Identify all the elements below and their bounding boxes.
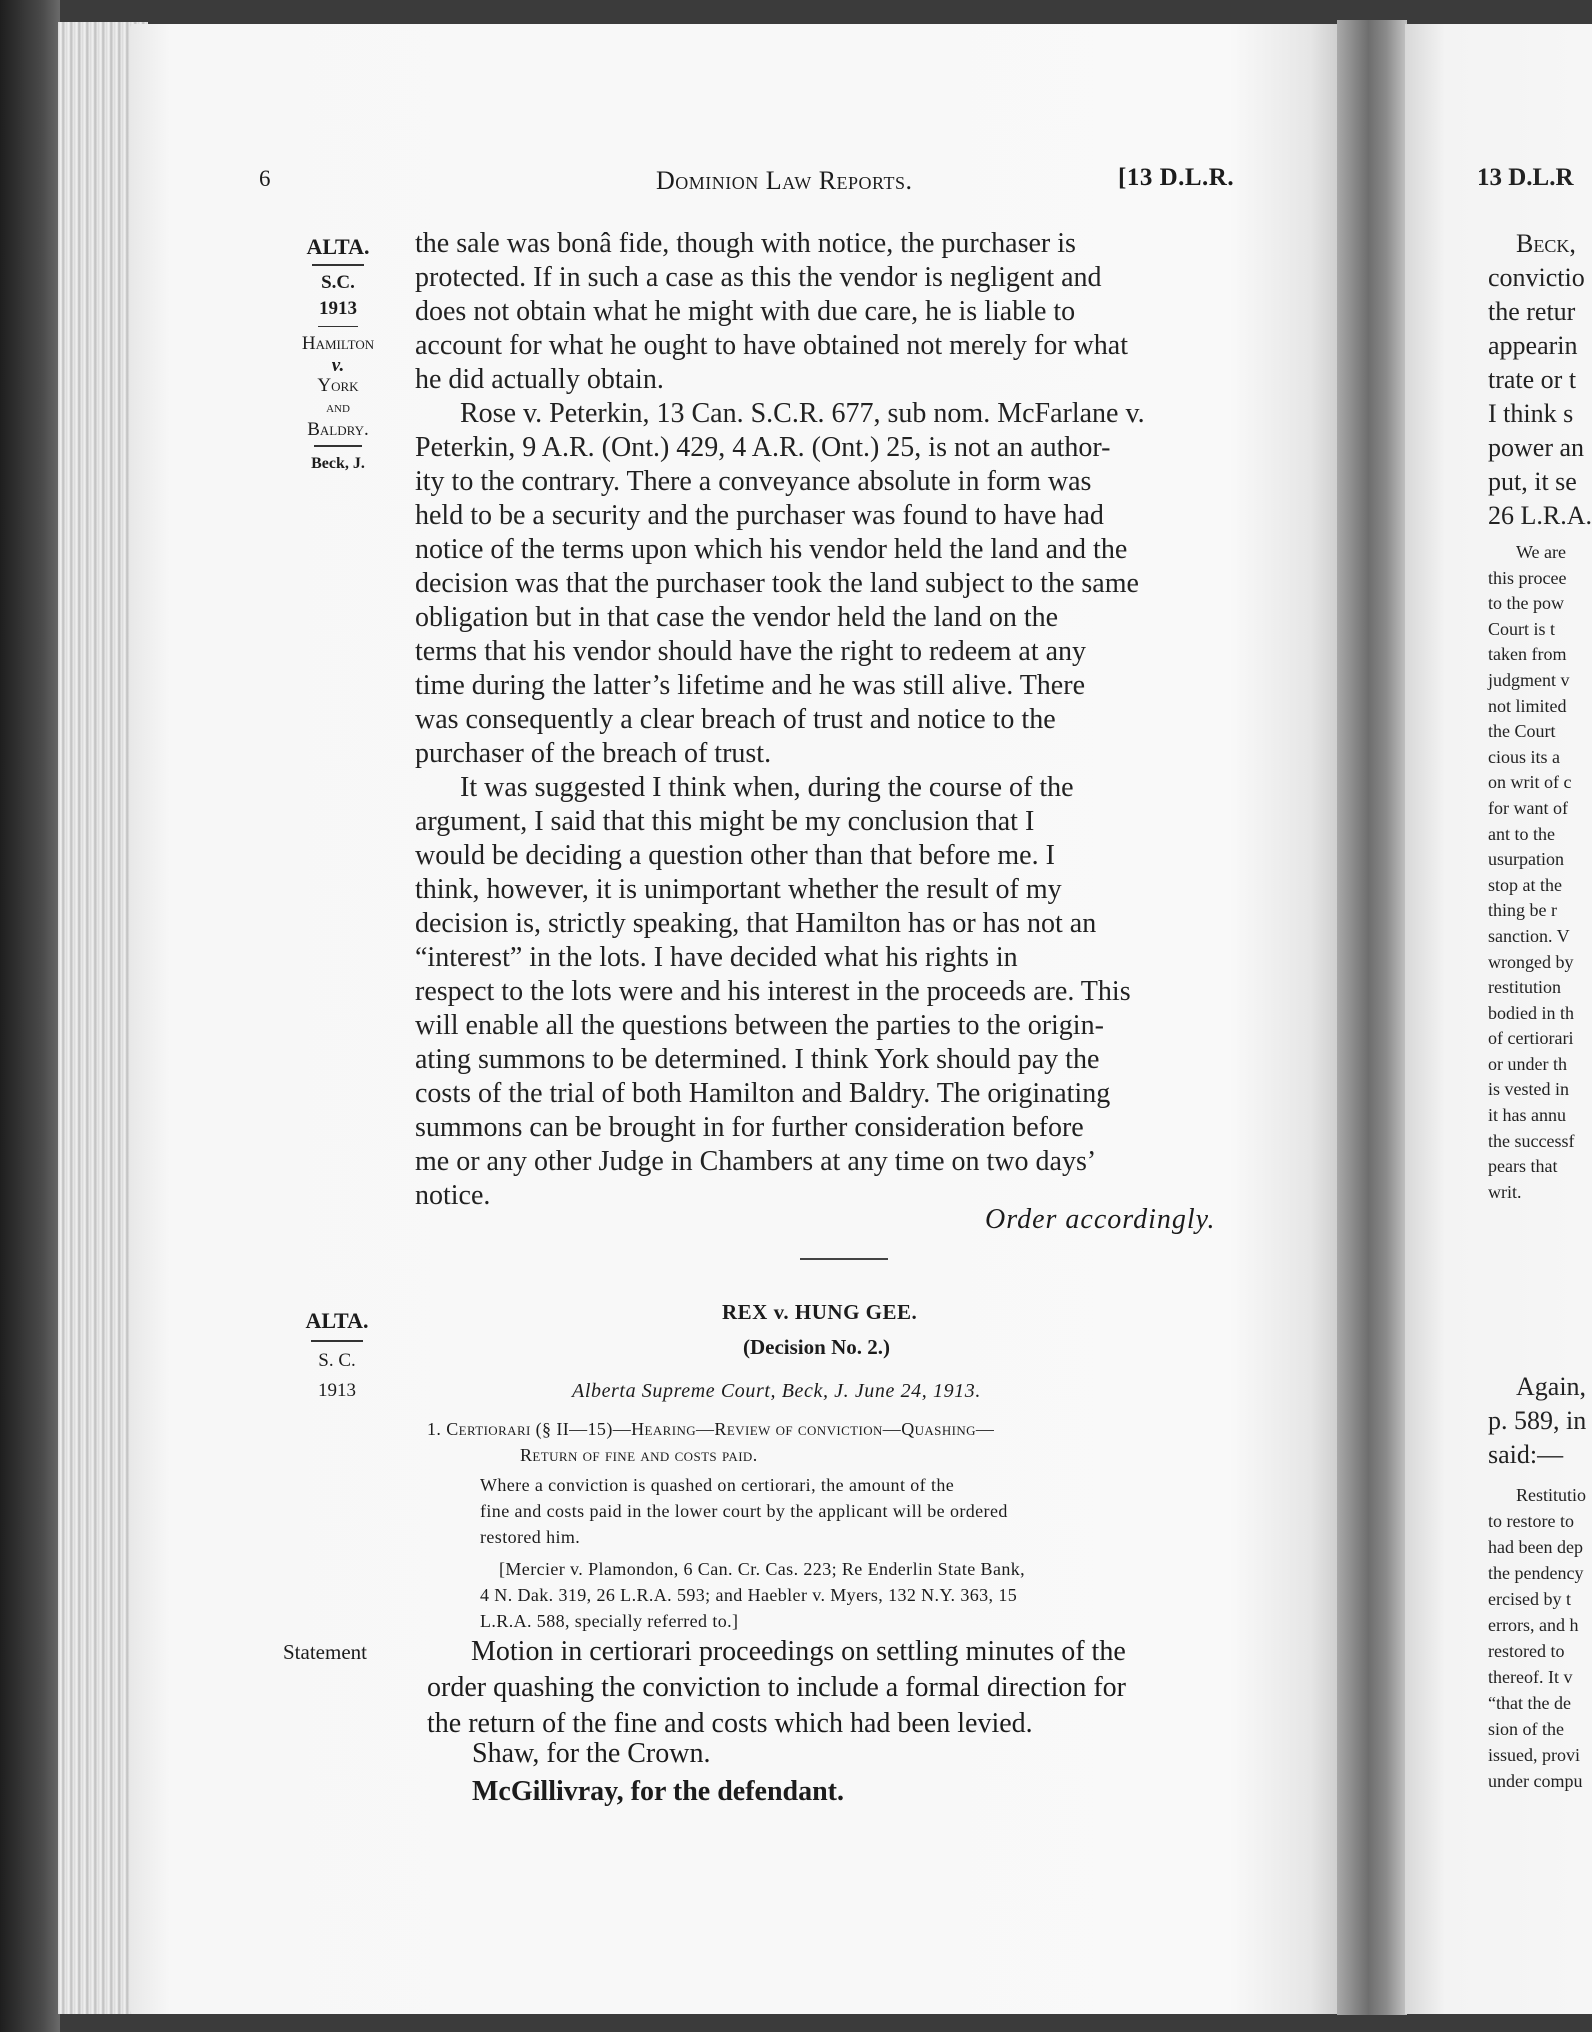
text-line: the sale was bonâ fide, though with notice, the purchaser is [415, 228, 1076, 259]
text-line: the Court [1488, 721, 1556, 742]
right-page [1405, 24, 1592, 2014]
text-line: power an [1488, 433, 1585, 462]
text-line: said:— [1488, 1440, 1564, 1469]
text-line: 26 L.R.A. [1488, 501, 1592, 530]
text-line: Motion in certiorari proceedings on settling minutes of the [471, 1636, 1126, 1667]
margin-rule [318, 326, 358, 327]
margin-rule [312, 264, 364, 266]
text-line: respect to the lots were and his interest in the proceeds are. This [415, 976, 1131, 1007]
text-line: taken from [1488, 644, 1567, 665]
headnote-topic: Return of fine and costs paid. [520, 1445, 758, 1465]
text-line: is vested in [1488, 1079, 1569, 1100]
text-line: ity to the contrary. There a conveyance absolute in form was [415, 466, 1092, 497]
text-line: decision was that the purchaser took the land subject to the same [415, 568, 1139, 599]
text-line: protected. If in such a case as this the vendor is negligent and [415, 262, 1102, 293]
text-line: decision is, strictly speaking, that Hamilton has or has not an [415, 908, 1097, 939]
text-line: notice. [415, 1180, 491, 1211]
case-title: REX v. HUNG GEE. [722, 1300, 918, 1324]
text-line: ating summons to be determined. I think York should pay the [415, 1044, 1100, 1075]
text-line: think, however, it is unimportant whether the result of my [415, 874, 1062, 905]
text-line: not limited [1488, 695, 1567, 716]
text-line: does not obtain what he might with due care, he is liable to [415, 296, 1076, 327]
margin-province: ALTA. [305, 1308, 369, 1333]
text-line: errors, and h [1488, 1615, 1579, 1635]
margin-case-line: Baldry. [307, 419, 369, 440]
text-line: restitution [1488, 977, 1561, 998]
text-line: order quashing the conviction to include a formal direction for [427, 1672, 1127, 1703]
text-line: was consequently a clear breach of trust and notice to the [415, 704, 1056, 735]
text-line: had been dep [1488, 1537, 1583, 1557]
counsel-crown: Shaw, for the Crown. [472, 1738, 711, 1769]
paragraph [415, 771, 1260, 1213]
text-line: ant to the [1488, 823, 1555, 844]
margin-year: 1913 [319, 298, 357, 319]
statement-text [427, 1634, 1126, 1742]
headnote-text: restored him. [480, 1527, 581, 1547]
text-line: argument, I said that this might be my conclusion that I [415, 806, 1035, 837]
paragraph [415, 397, 1260, 771]
text-line: Restitutio [1516, 1485, 1587, 1505]
text-line: Peterkin, 9 A.R. (Ont.) 429, 4 A.R. (Ont.) 25, is not an author- [415, 432, 1111, 463]
text-line: or under th [1488, 1053, 1567, 1074]
text-line: purchaser of the breach of trust. [415, 738, 772, 769]
text-line: me or any other Judge in Chambers at any time on two days’ [415, 1146, 1097, 1177]
court-line: Alberta Supreme Court, Beck, J. June 24, 1913. [572, 1380, 981, 1402]
text-line: obligation but in that case the vendor held the land on the [415, 602, 1059, 633]
text-line: Court is t [1488, 618, 1556, 639]
headnote [427, 1416, 1025, 1634]
text-line: would be deciding a question other than that before me. I [415, 840, 1055, 871]
book-spine-edge [0, 0, 60, 2032]
text-line: on writ of c [1488, 772, 1572, 793]
text-line: It was suggested I think when, during the course of the [460, 772, 1074, 803]
text-line: costs of the trial of both Hamilton and Baldry. The originating [415, 1078, 1111, 1109]
running-title: Dominion Law Reports. [656, 166, 913, 195]
text-line: cious its a [1488, 746, 1560, 767]
text-line: appearin [1488, 331, 1578, 360]
statement-label: Statement [283, 1640, 367, 1664]
text-line: terms that his vendor should have the right to redeem at any [415, 636, 1087, 667]
text-line: I think s [1488, 399, 1574, 428]
text-line: the retur [1488, 297, 1576, 326]
text-line: this procee [1488, 567, 1567, 588]
text-line: sanction. V [1488, 925, 1570, 946]
judgment-body [415, 227, 1260, 1213]
right-page-text-mid [1488, 540, 1574, 1205]
text-line: bodied in th [1488, 1002, 1574, 1023]
text-line: he did actually obtain. [415, 364, 664, 395]
margin-judge: Beck, J. [311, 455, 365, 472]
text-line: issued, provi [1488, 1745, 1580, 1765]
text-line: of certiorari [1488, 1028, 1574, 1049]
right-page-text-top [1488, 227, 1592, 533]
text-line: wronged by [1488, 951, 1574, 972]
text-line: restored to [1488, 1641, 1565, 1661]
text-line: judgment v [1488, 669, 1570, 690]
text-line: ercised by t [1488, 1589, 1571, 1609]
text-line: for want of [1488, 797, 1568, 818]
text-line: to the pow [1488, 593, 1564, 614]
margin-court: S. C. [318, 1350, 356, 1371]
margin-case-line: York [317, 375, 359, 396]
margin-court: S.C. [321, 272, 355, 293]
text-line: to restore to [1488, 1511, 1574, 1531]
paragraph [415, 227, 1260, 397]
text-line: “interest” in the lots. I have decided what his rights in [415, 942, 1018, 973]
headnote-citations: 4 N. Dak. 319, 26 L.R.A. 593; and Haebler v. Myers, 132 N.Y. 363, 15 [480, 1585, 1018, 1605]
margin-province: ALTA. [306, 234, 370, 259]
text-line: writ. [1488, 1181, 1522, 1202]
text-line: the successf [1488, 1130, 1575, 1151]
text-line: We are [1516, 542, 1567, 562]
headnote-text: Where a conviction is quashed on certiorari, the amount of the [480, 1475, 955, 1495]
text-line: thing be r [1488, 900, 1557, 921]
text-line: notice of the terms upon which his vendor held the land and the [415, 534, 1128, 565]
text-line: thereof. It v [1488, 1667, 1573, 1687]
margin-case-line: Hamilton [301, 333, 375, 354]
margin-citation-bottom [282, 1306, 392, 1406]
text-line: Beck, [1516, 229, 1576, 258]
text-line: convictio [1488, 263, 1585, 292]
right-page-text-low [1488, 1370, 1586, 1472]
margin-rule [314, 445, 362, 447]
text-line: Again, [1516, 1372, 1587, 1401]
text-line: p. 589, in [1488, 1406, 1587, 1435]
margin-case-line: and [326, 399, 350, 416]
text-line: summons can be brought in for further consideration before [415, 1112, 1084, 1143]
text-line: put, it se [1488, 467, 1577, 496]
margin-case-line: v. [331, 355, 345, 376]
text-line: the return of the fine and costs which had been levied. [427, 1708, 1033, 1739]
decision-number: (Decision No. 2.) [743, 1335, 890, 1359]
text-line: held to be a security and the purchaser was found to have had [415, 500, 1104, 531]
text-line: it has annu [1488, 1105, 1566, 1126]
text-line: stop at the [1488, 874, 1562, 895]
headnote-topic: 1. Certiorari (§ II—15)—Hearing—Review of conviction—Quashing— [427, 1419, 995, 1439]
counsel-defendant: McGillivray, for the defendant. [472, 1776, 844, 1807]
margin-year: 1913 [318, 1380, 356, 1401]
order-line: Order accordingly. [985, 1204, 1216, 1235]
headnote-citations: [Mercier v. Plamondon, 6 Can. Cr. Cas. 223; Re Enderlin State Bank, [499, 1559, 1026, 1579]
page-number: 6 [259, 166, 271, 191]
text-line: time during the latter’s lifetime and he was still alive. There [415, 670, 1085, 701]
text-line: sion of the [1488, 1719, 1564, 1739]
margin-rule [311, 1340, 363, 1342]
text-line: trate or t [1488, 365, 1577, 394]
text-line: Rose v. Peterkin, 13 Can. S.C.R. 677, sub nom. McFarlane v. [460, 398, 1145, 429]
volume-label: [13 D.L.R. [1118, 164, 1235, 191]
headnote-text: fine and costs paid in the lower court by the applicant will be ordered [480, 1501, 1008, 1521]
text-line: will enable all the questions between the parties to the origin- [415, 1010, 1104, 1041]
text-line: “that the de [1488, 1693, 1571, 1713]
section-divider [800, 1258, 888, 1260]
book-gutter [1337, 20, 1407, 2015]
text-line: the pendency [1488, 1563, 1584, 1583]
right-page-header: 13 D.L.R [1477, 164, 1574, 191]
text-line: usurpation [1488, 849, 1564, 870]
margin-citation-top [278, 234, 398, 477]
text-line: pears that [1488, 1156, 1558, 1177]
right-page-text-bottom [1488, 1482, 1586, 1794]
text-line: account for what he ought to have obtained not merely for what [415, 330, 1128, 361]
headnote-citations: L.R.A. 588, specially referred to.] [480, 1611, 739, 1631]
text-line: under compu [1488, 1771, 1583, 1791]
